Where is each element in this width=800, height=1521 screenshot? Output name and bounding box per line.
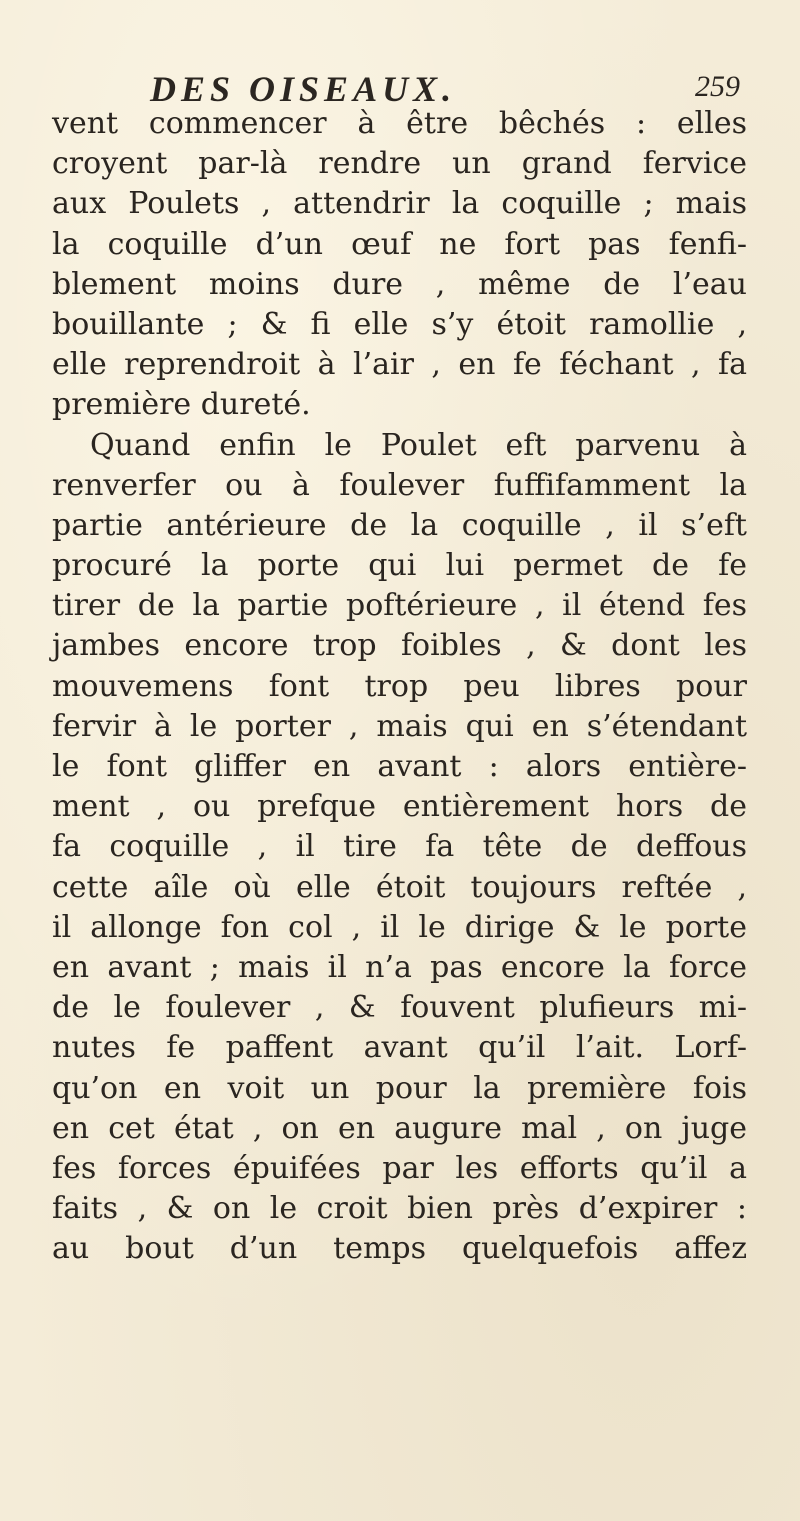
text-line: tirer de la partie poftérieure , il étend fes [52, 588, 747, 624]
text-line: blement moins dure , même de l’eau [52, 266, 747, 302]
text-line: nutes fe paffent avant qu’il l’ait. Lorf- [52, 1030, 747, 1066]
text-line: jambes encore trop foibles , & dont les [52, 628, 747, 664]
text-line: croyent par-là rendre un grand fervice [52, 146, 747, 182]
paragraph-end-line: première dureté. [52, 387, 311, 423]
text-line: bouillante ; & fi elle s’y étoit ramollie , [52, 306, 747, 342]
text-line: fervir à le porter , mais qui en s’étendant [52, 708, 747, 744]
text-line: vent commencer à être bêchés : elles [52, 106, 747, 141]
text-line: renverfer ou à foulever fuffifamment la [52, 467, 747, 503]
text-line: il allonge fon col , il le dirige & le porte [52, 909, 747, 945]
text-line: en cet état , on en augure mal , on juge [52, 1110, 747, 1146]
running-head [150, 68, 740, 108]
text-line: la coquille d’un œuf ne fort pas fenfi- [52, 226, 747, 262]
text-line: fes forces épuifées par les efforts qu’il a [52, 1150, 747, 1186]
text-line: en avant ; mais il n’a pas encore la force [52, 949, 747, 985]
text-line: aux Poulets , attendrir la coquille ; mais [52, 186, 747, 222]
text-line: procuré la porte qui lui permet de fe [52, 548, 747, 584]
text-line: faits , & on le croit bien près d’expirer : [52, 1191, 747, 1227]
text-line: fa coquille , il tire fa tête de deffous [52, 829, 747, 865]
text-line: au bout d’un temps quelquefois affez [52, 1231, 747, 1267]
text-line: elle reprendroit à l’air , en fe féchant , fa [52, 347, 747, 383]
body-text [52, 104, 747, 1269]
text-line: qu’on en voit un pour la première fois [52, 1070, 747, 1106]
text-line: le font gliffer en avant : alors entière- [52, 749, 747, 784]
text-line: de le foulever , & fouvent plufieurs mi- [52, 990, 747, 1026]
text-line: partie antérieure de la coquille , il s’eft [52, 507, 747, 543]
paragraph-start-line: Quand enfin le Poulet eft parvenu à [90, 427, 747, 463]
text-line: mouvemens font trop peu libres pour [52, 668, 747, 704]
page-number: 259 [695, 70, 740, 103]
text-line: ment , ou prefque entièrement hors de [52, 789, 747, 825]
running-head-title: DES OISEAUX. [150, 69, 457, 109]
text-line: cette aîle où elle étoit toujours reftée , [52, 869, 747, 905]
